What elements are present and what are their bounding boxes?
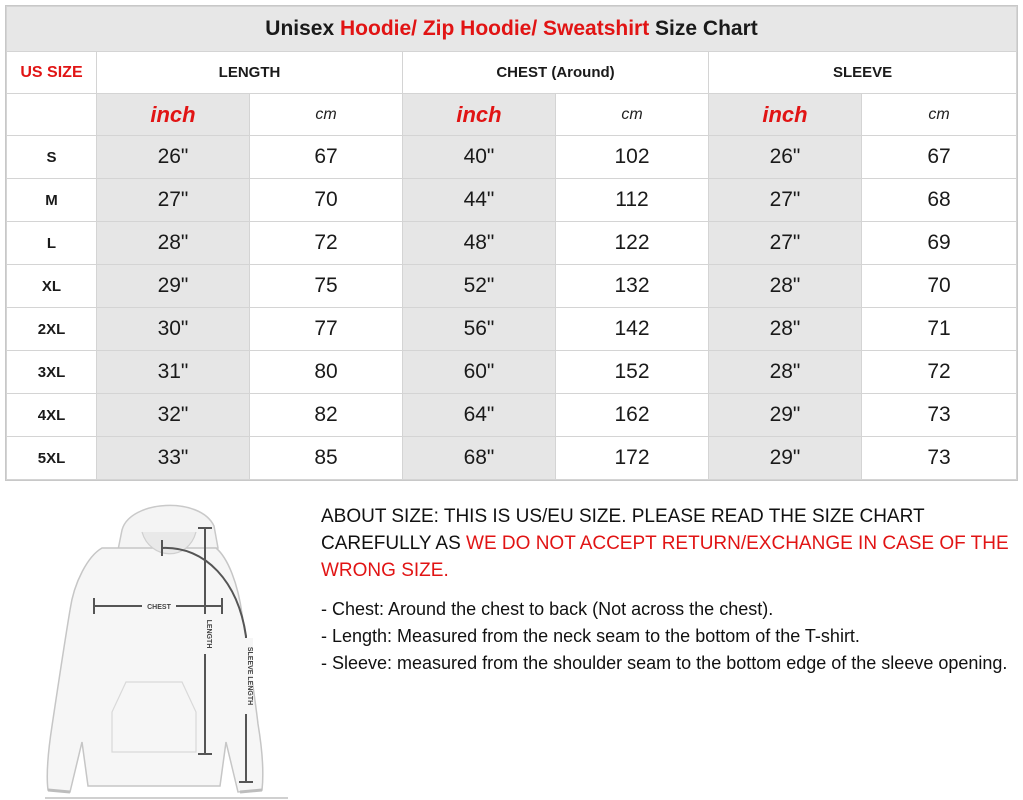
size-rows	[7, 136, 1017, 480]
unit-inch-header: inch	[403, 94, 556, 136]
hoodie-body-shape	[47, 548, 263, 792]
no-return-warning: WE DO NOT ACCEPT RETURN/EXCHANGE IN CASE OF THE WRONG SIZE.	[321, 533, 1009, 581]
sleeve-cm-cell: 73	[862, 394, 1017, 437]
size-label: 4XL	[7, 394, 97, 437]
length-header: LENGTH	[97, 52, 403, 94]
length-cm-cell: 70	[250, 179, 403, 222]
chest-cm-cell: 132	[556, 265, 709, 308]
unit-inch-header: inch	[709, 94, 862, 136]
size-chart-table	[6, 6, 1017, 480]
sleeve-label: SLEEVE LENGTH	[246, 646, 253, 706]
sleeve-inch-cell: 27"	[709, 179, 862, 222]
chest-note: - Chest: Around the chest to back (Not across the chest).	[321, 599, 774, 619]
length-cm-cell: 80	[250, 351, 403, 394]
chest-cm-cell: 122	[556, 222, 709, 265]
us-size-header: US SIZE	[7, 52, 97, 94]
size-notes	[321, 503, 1011, 677]
title-prefix: Unisex	[265, 17, 335, 40]
size-label: L	[7, 222, 97, 265]
chest-inch-cell: 40"	[403, 136, 556, 179]
size-label: M	[7, 179, 97, 222]
table-row	[7, 394, 1017, 437]
sleeve-cm-cell: 68	[862, 179, 1017, 222]
length-inch-cell: 33"	[97, 437, 250, 480]
sleeve-inch-cell: 29"	[709, 437, 862, 480]
sleeve-cm-cell: 72	[862, 351, 1017, 394]
unit-cm-header: cm	[250, 94, 403, 136]
length-inch-cell: 31"	[97, 351, 250, 394]
sleeve-inch-cell: 28"	[709, 265, 862, 308]
sleeve-cm-cell: 69	[862, 222, 1017, 265]
length-cm-cell: 67	[250, 136, 403, 179]
hoodie-illustration	[30, 486, 310, 800]
chest-inch-cell: 68"	[403, 437, 556, 480]
chest-cm-cell: 142	[556, 308, 709, 351]
chest-inch-cell: 64"	[403, 394, 556, 437]
sleeve-note: - Sleeve: measured from the shoulder seam to the bottom edge of the sleeve opening.	[321, 653, 1008, 673]
table-row	[7, 222, 1017, 265]
unit-cm-header: cm	[862, 94, 1017, 136]
sleeve-header: SLEEVE	[709, 52, 1017, 94]
chart-title	[7, 7, 1017, 52]
chest-header: CHEST (Around)	[403, 52, 709, 94]
length-cm-cell: 75	[250, 265, 403, 308]
chest-cm-cell: 162	[556, 394, 709, 437]
length-inch-cell: 27"	[97, 179, 250, 222]
about-size-text: ABOUT SIZE: THIS IS US/EU SIZE. PLEASE READ THE SIZE CHART CAREFULLY AS	[321, 506, 925, 554]
chest-inch-cell: 60"	[403, 351, 556, 394]
chest-inch-cell: 44"	[403, 179, 556, 222]
length-cm-cell: 85	[250, 437, 403, 480]
length-label: LENGTH	[205, 619, 212, 649]
size-label: XL	[7, 265, 97, 308]
sleeve-inch-cell: 29"	[709, 394, 862, 437]
table-row	[7, 351, 1017, 394]
length-inch-cell: 29"	[97, 265, 250, 308]
title-highlight: Hoodie/ Zip Hoodie/ Sweatshirt	[340, 17, 650, 40]
sleeve-cm-cell: 67	[862, 136, 1017, 179]
chest-cm-cell: 102	[556, 136, 709, 179]
unit-inch-header: inch	[97, 94, 250, 136]
chest-inch-cell: 56"	[403, 308, 556, 351]
size-label: 5XL	[7, 437, 97, 480]
chest-inch-cell: 52"	[403, 265, 556, 308]
length-inch-cell: 32"	[97, 394, 250, 437]
size-label: 3XL	[7, 351, 97, 394]
size-label: 2XL	[7, 308, 97, 351]
length-cm-cell: 72	[250, 222, 403, 265]
chest-cm-cell: 172	[556, 437, 709, 480]
length-cm-cell: 82	[250, 394, 403, 437]
sleeve-cm-cell: 70	[862, 265, 1017, 308]
about-size-paragraph	[321, 503, 1011, 584]
length-inch-cell: 28"	[97, 222, 250, 265]
title-suffix: Size Chart	[655, 17, 758, 40]
hoodie-right-cuff	[240, 790, 262, 792]
table-row	[7, 136, 1017, 179]
table-row	[7, 308, 1017, 351]
table-row	[7, 265, 1017, 308]
length-inch-cell: 26"	[97, 136, 250, 179]
sleeve-inch-cell: 28"	[709, 351, 862, 394]
unit-blank-cell	[7, 94, 97, 136]
table-row	[7, 437, 1017, 480]
length-cm-cell: 77	[250, 308, 403, 351]
chest-cm-cell: 152	[556, 351, 709, 394]
size-label: S	[7, 136, 97, 179]
sleeve-cm-cell: 71	[862, 308, 1017, 351]
unit-cm-header: cm	[556, 94, 709, 136]
chest-inch-cell: 48"	[403, 222, 556, 265]
sleeve-inch-cell: 27"	[709, 222, 862, 265]
sleeve-inch-cell: 28"	[709, 308, 862, 351]
sleeve-cm-cell: 73	[862, 437, 1017, 480]
hoodie-left-cuff	[48, 790, 70, 792]
length-inch-cell: 30"	[97, 308, 250, 351]
chest-cm-cell: 112	[556, 179, 709, 222]
sleeve-inch-cell: 26"	[709, 136, 862, 179]
table-row	[7, 179, 1017, 222]
measurement-notes	[321, 596, 1011, 677]
chest-label: CHEST	[147, 604, 171, 611]
length-note: - Length: Measured from the neck seam to the bottom of the T-shirt.	[321, 626, 860, 646]
